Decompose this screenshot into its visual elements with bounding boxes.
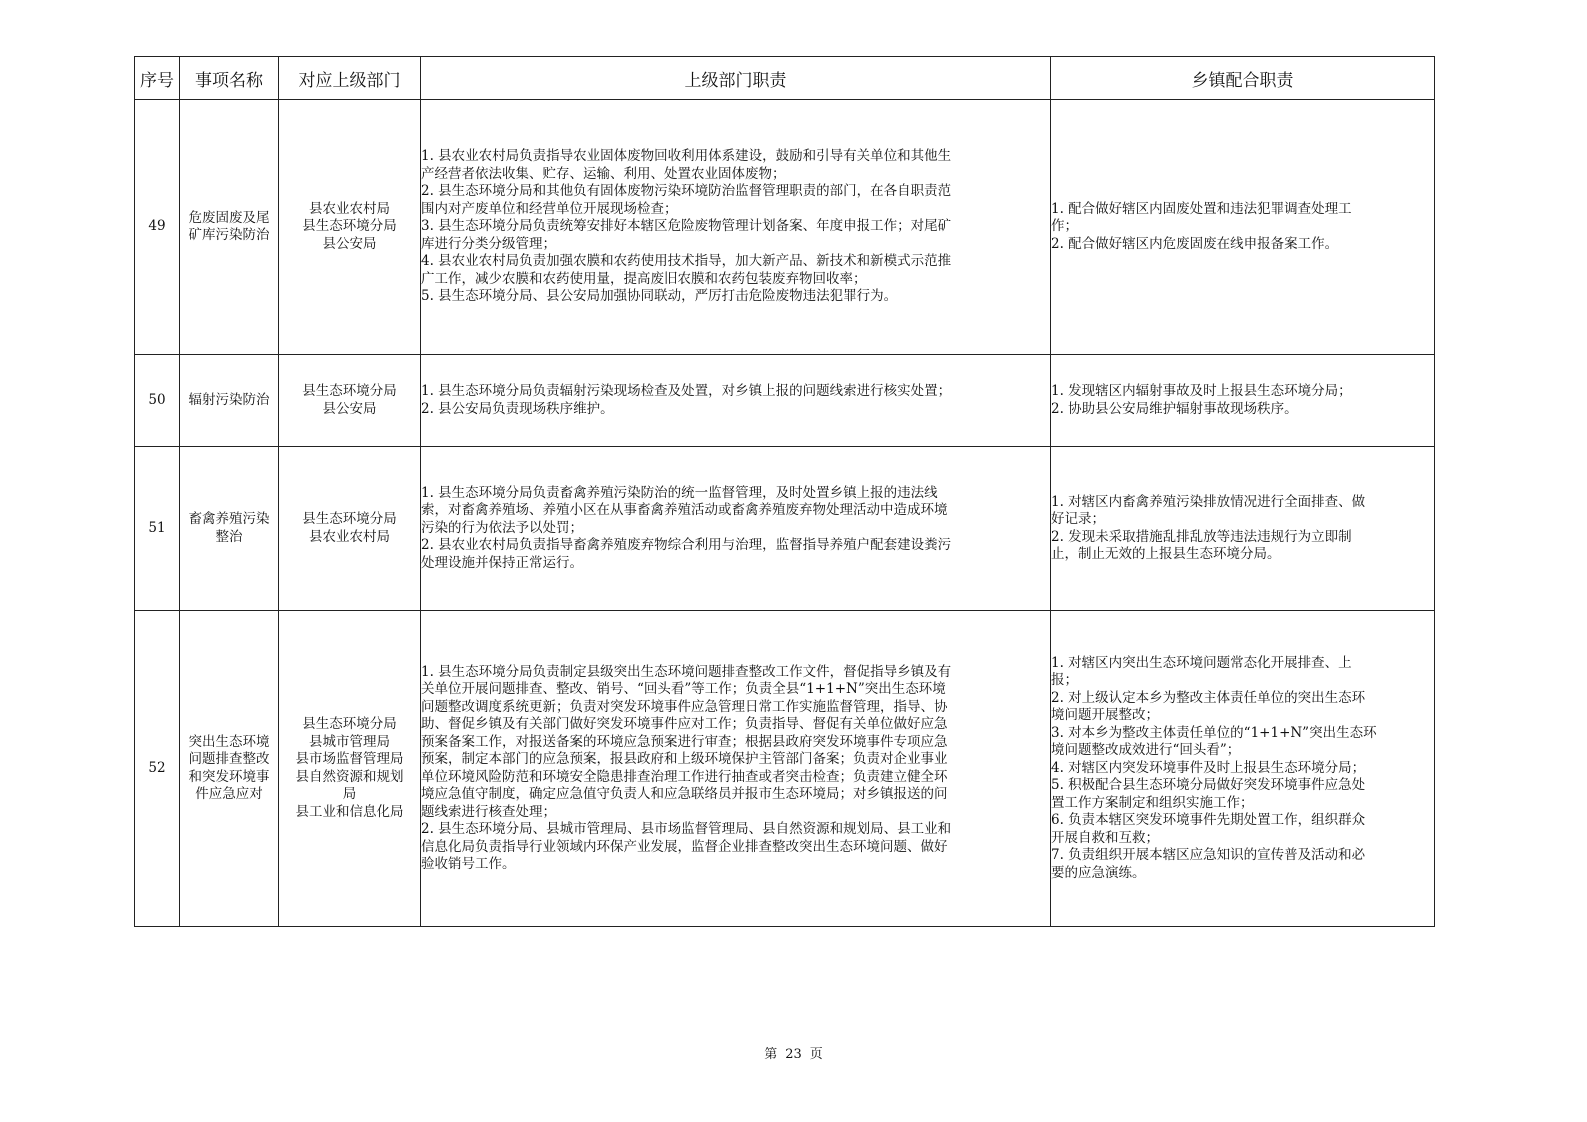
row-num: 50	[135, 355, 180, 447]
town-duty: 1. 对辖区内突出生态环境问题常态化开展排查、上 报； 2. 对上级认定本乡为整改主体责任单位的突出生态环 境问题开展整改； 3. 对本乡为整改主体责任单位的“1+1+N”突出生态环 境问题整改成效进行“回头看”； 4. 对辖区内突发环境事件及时上报县生态环境分局； 5. 积极配合县生态环境分局做好突发环境事件应急处 置工作方案制定和组织实施工作； 6. 负责本辖区突发环境事件先期处置工作，组织群众 开展自救和互救； 7. 负责组织开展本辖区应急知识的宣传普及活动和必 要的应急演练。	[1051, 611, 1435, 927]
table-row	[135, 611, 1435, 927]
header-upper-duty: 上级部门职责	[421, 57, 1051, 100]
row-num: 52	[135, 611, 180, 927]
row-num: 51	[135, 447, 180, 611]
town-duty: 1. 配合做好辖区内固废处置和违法犯罪调查处理工 作； 2. 配合做好辖区内危废固废在线申报备案工作。	[1051, 100, 1435, 355]
page-suffix: 页	[809, 1047, 823, 1062]
row-num: 49	[135, 100, 180, 355]
upper-dept: 县生态环境分局 县城市管理局 县市场监督管理局 县自然资源和规划 局 县工业和信息化局	[279, 611, 421, 927]
table-row	[135, 447, 1435, 611]
item-name: 畜禽养殖污染 整治	[180, 447, 279, 611]
page-number: 23	[785, 1047, 802, 1062]
page-prefix: 第	[764, 1047, 778, 1062]
item-name: 危废固废及尾 矿库污染防治	[180, 100, 279, 355]
table-row	[135, 100, 1435, 355]
town-duty: 1. 发现辖区内辐射事故及时上报县生态环境分局； 2. 协助县公安局维护辐射事故现场秩序。	[1051, 355, 1435, 447]
upper-dept: 县生态环境分局 县公安局	[279, 355, 421, 447]
town-duty: 1. 对辖区内畜禽养殖污染排放情况进行全面排查、做 好记录； 2. 发现未采取措施乱排乱放等违法违规行为立即制 止，制止无效的上报县生态环境分局。	[1051, 447, 1435, 611]
upper-dept: 县生态环境分局 县农业农村局	[279, 447, 421, 611]
table-row	[135, 355, 1435, 447]
upper-duty: 1. 县生态环境分局负责畜禽养殖污染防治的统一监督管理，及时处置乡镇上报的违法线 索，对畜禽养殖场、养殖小区在从事畜禽养殖活动或畜禽养殖废弃物处理活动中造成环境 污染的行为依法予以处罚； 2. 县农业农村局负责指导畜禽养殖废弃物综合利用与治理，监督指导养殖户配套建设粪污 处理设施并保持正常运行。	[421, 447, 1051, 611]
header-town-duty: 乡镇配合职责	[1051, 57, 1435, 100]
upper-dept: 县农业农村局 县生态环境分局 县公安局	[279, 100, 421, 355]
item-name: 辐射污染防治	[180, 355, 279, 447]
header-name: 事项名称	[180, 57, 279, 100]
header-num: 序号	[135, 57, 180, 100]
upper-duty: 1. 县生态环境分局负责制定县级突出生态环境问题排查整改工作文件，督促指导乡镇及有 关单位开展问题排查、整改、销号、“回头看”等工作；负责全县“1+1+N”突出生态环境 问题整改调度系统更新；负责对突发环境事件应急管理日常工作实施监督管理，指导、协 助、督促乡镇及有关部门做好突发环境事件应对工作；负责指导、督促有关单位做好应急 预案备案工作，对报送备案的环境应急预案进行审查；根据县政府突发环境事件专项应急 预案，制定本部门的应急预案，报县政府和上级环境保护主管部门备案；负责对企业事业 单位环境风险防范和环境安全隐患排查治理工作进行抽查或者突击检查；负责建立健全环 境应急值守制度，确定应急值守负责人和应急联络员并报市生态环境局；对乡镇报送的问 题线索进行核查处理； 2. 县生态环境分局、县城市管理局、县市场监督管理局、县自然资源和规划局、县工业和 信息化局负责指导行业领域内环保产业发展，监督企业排查整改突出生态环境问题、做好 验收销号工作。	[421, 611, 1051, 927]
header-row	[135, 57, 1435, 100]
page-footer	[0, 1043, 1587, 1062]
item-name: 突出生态环境 问题排查整改 和突发环境事 件应急应对	[180, 611, 279, 927]
header-dept: 对应上级部门	[279, 57, 421, 100]
upper-duty: 1. 县生态环境分局负责辐射污染现场检查及处置，对乡镇上报的问题线索进行核实处置； 2. 县公安局负责现场秩序维护。	[421, 355, 1051, 447]
duty-table	[134, 56, 1435, 927]
upper-duty: 1. 县农业农村局负责指导农业固体废物回收利用体系建设，鼓励和引导有关单位和其他生 产经营者依法收集、贮存、运输、利用、处置农业固体废物； 2. 县生态环境分局和其他负有固体废物污染环境防治监督管理职责的部门，在各自职责范 围内对产废单位和经营单位开展现场检查； 3. 县生态环境分局负责统筹安排好本辖区危险废物管理计划备案、年度申报工作；对尾矿 库进行分类分级管理； 4. 县农业农村局负责加强农膜和农药使用技术指导，加大新产品、新技术和新模式示范推 广工作，减少农膜和农药使用量，提高废旧农膜和农药包装废弃物回收率； 5. 县生态环境分局、县公安局加强协同联动，严厉打击危险废物违法犯罪行为。	[421, 100, 1051, 355]
